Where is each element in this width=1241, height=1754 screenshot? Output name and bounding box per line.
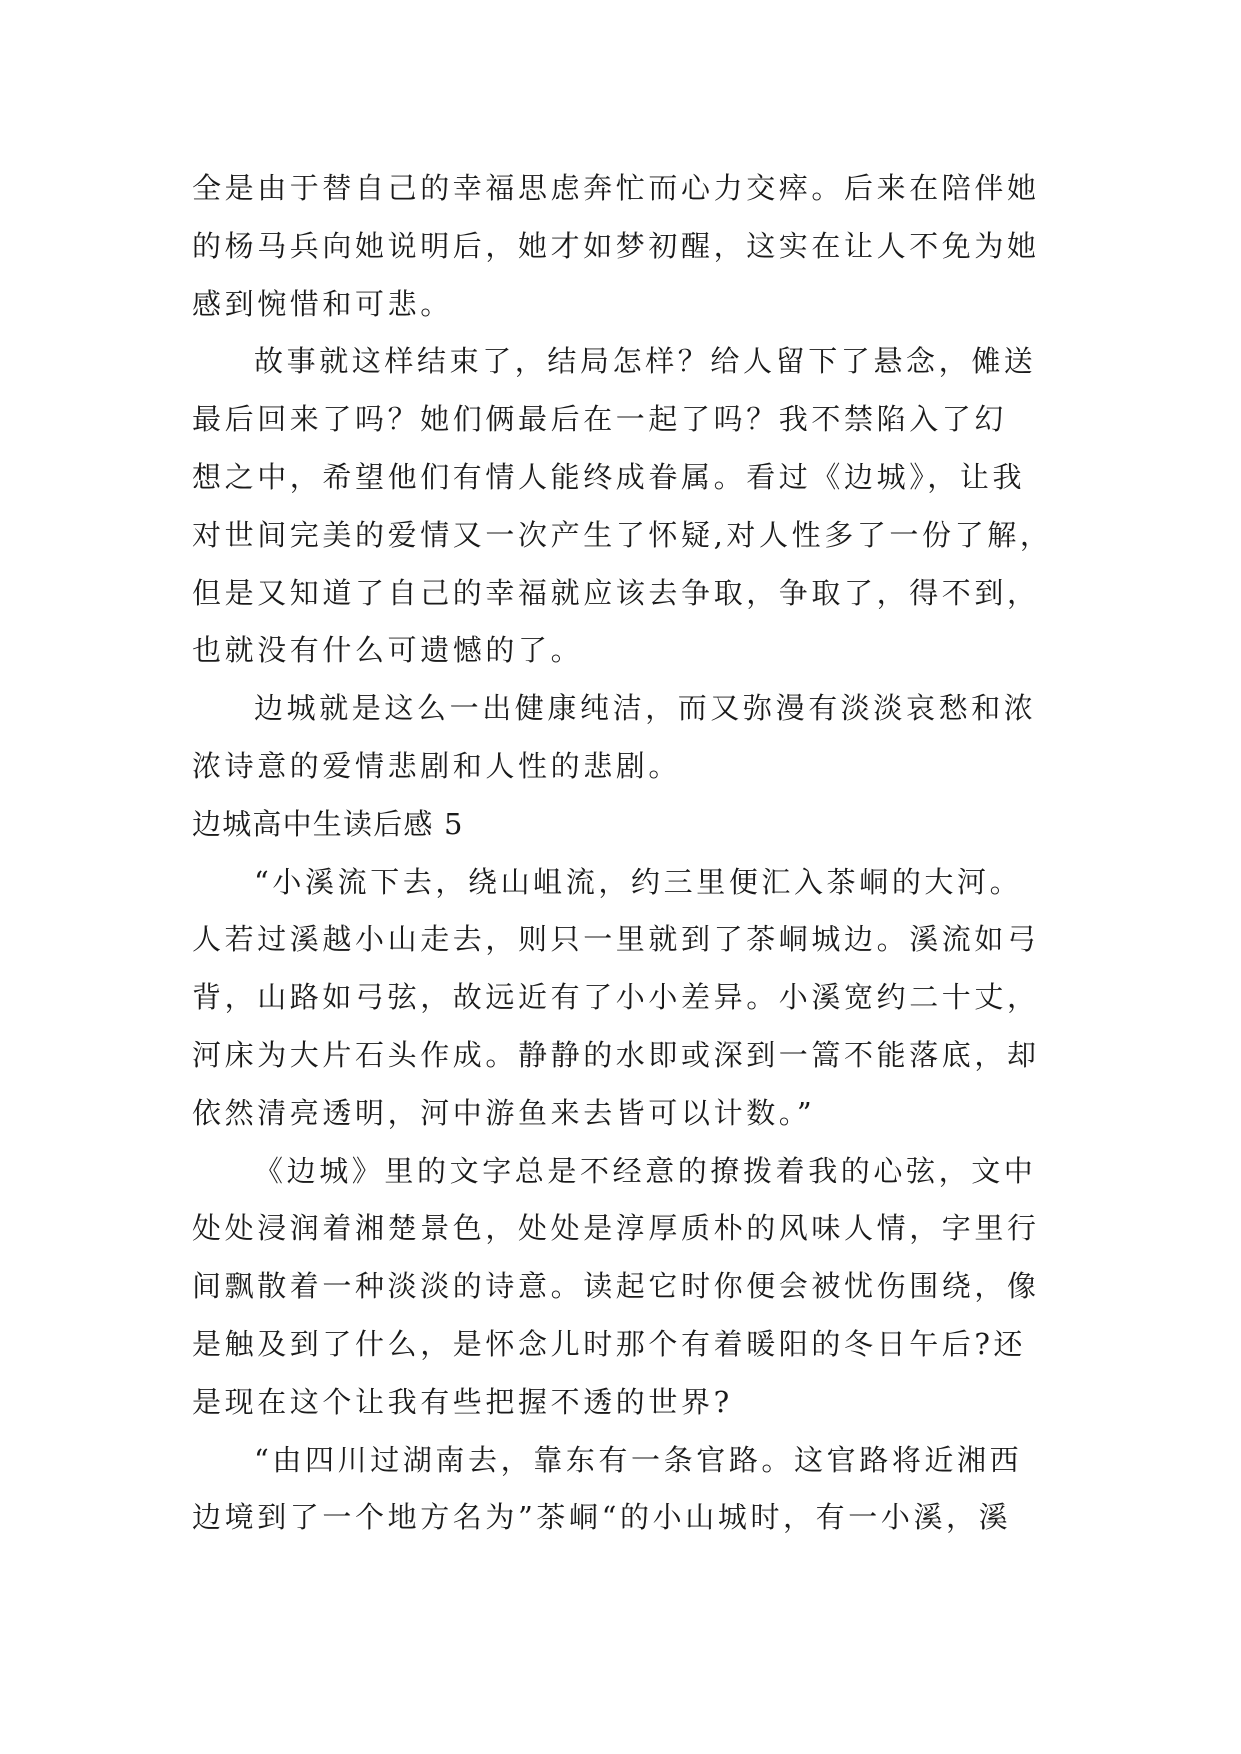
text-line: 边城就是这么一出健康纯洁，而又弥漫有淡淡哀愁和浓: [254, 691, 1037, 726]
text-line: 想之中，希望他们有情人能终成眷属。看过《边城》，让我: [192, 459, 1026, 494]
text-line: 浓诗意的爱情悲剧和人性的悲剧。: [192, 748, 682, 783]
text-line: 处处浸润着湘楚景色，处处是淳厚质朴的风味人情，字里行: [192, 1211, 1040, 1246]
section-heading: [192, 796, 1062, 854]
text-line: 故事就这样结束了，结局怎样？给人留下了悬念，傩送: [254, 344, 1037, 379]
paragraph: [192, 1432, 1062, 1548]
text-line: 河床为大片石头作成。静静的水即或深到一篙不能落底，却: [192, 1037, 1040, 1072]
text-line: 背，山路如弓弦，故远近有了小小差异。小溪宽约二十丈，: [192, 980, 1040, 1015]
text-line: 对世间完美的爱情又一次产生了怀疑,对人性多了一份了解，: [192, 517, 1053, 552]
text-line: 边境到了一个地方名为”茶峒“的小山城时，有一小溪，溪: [192, 1500, 1012, 1535]
text-line: 但是又知道了自己的幸福就应该去争取，争取了，得不到，: [192, 575, 1040, 610]
text-line: 也就没有什么可遗憾的了。: [192, 633, 584, 668]
document-body: [192, 160, 1062, 1547]
paragraph: [192, 854, 1062, 1143]
text-line: 间飘散着一种淡淡的诗意。读起它时你便会被忧伤围绕，像: [192, 1269, 1040, 1304]
heading-text: 边城高中生读后感 5: [192, 806, 464, 841]
text-line: 人若过溪越小山走去，则只一里就到了茶峒城边。溪流如弓: [192, 922, 1040, 957]
text-line: 依然清亮透明，河中游鱼来去皆可以计数。”: [192, 1095, 816, 1130]
text-line: 的杨马兵向她说明后，她才如梦初醒，这实在让人不免为她: [192, 228, 1040, 263]
text-line: 是现在这个让我有些把握不透的世界?: [192, 1384, 733, 1419]
text-line: 是触及到了什么，是怀念儿时那个有着暖阳的冬日午后?还: [192, 1326, 1027, 1361]
text-line: 全是由于替自己的幸福思虑奔忙而心力交瘁。后来在陪伴她: [192, 171, 1040, 205]
paragraph: [192, 333, 1062, 680]
text-line: “由四川过湖南去，靠东有一条官路。这官路将近湘西: [254, 1442, 1023, 1477]
paragraph: [192, 680, 1062, 796]
paragraph: [192, 1143, 1062, 1432]
text-line: 感到惋惜和可悲。: [192, 286, 453, 321]
paragraph: [192, 160, 1062, 333]
text-line: “小溪流下去，绕山岨流，约三里便汇入茶峒的大河。: [254, 864, 1023, 899]
text-line: 最后回来了吗？她们俩最后在一起了吗？我不禁陷入了幻: [192, 402, 1008, 437]
text-line: 《边城》里的文字总是不经意的撩拨着我的心弦，文中: [254, 1153, 1037, 1188]
